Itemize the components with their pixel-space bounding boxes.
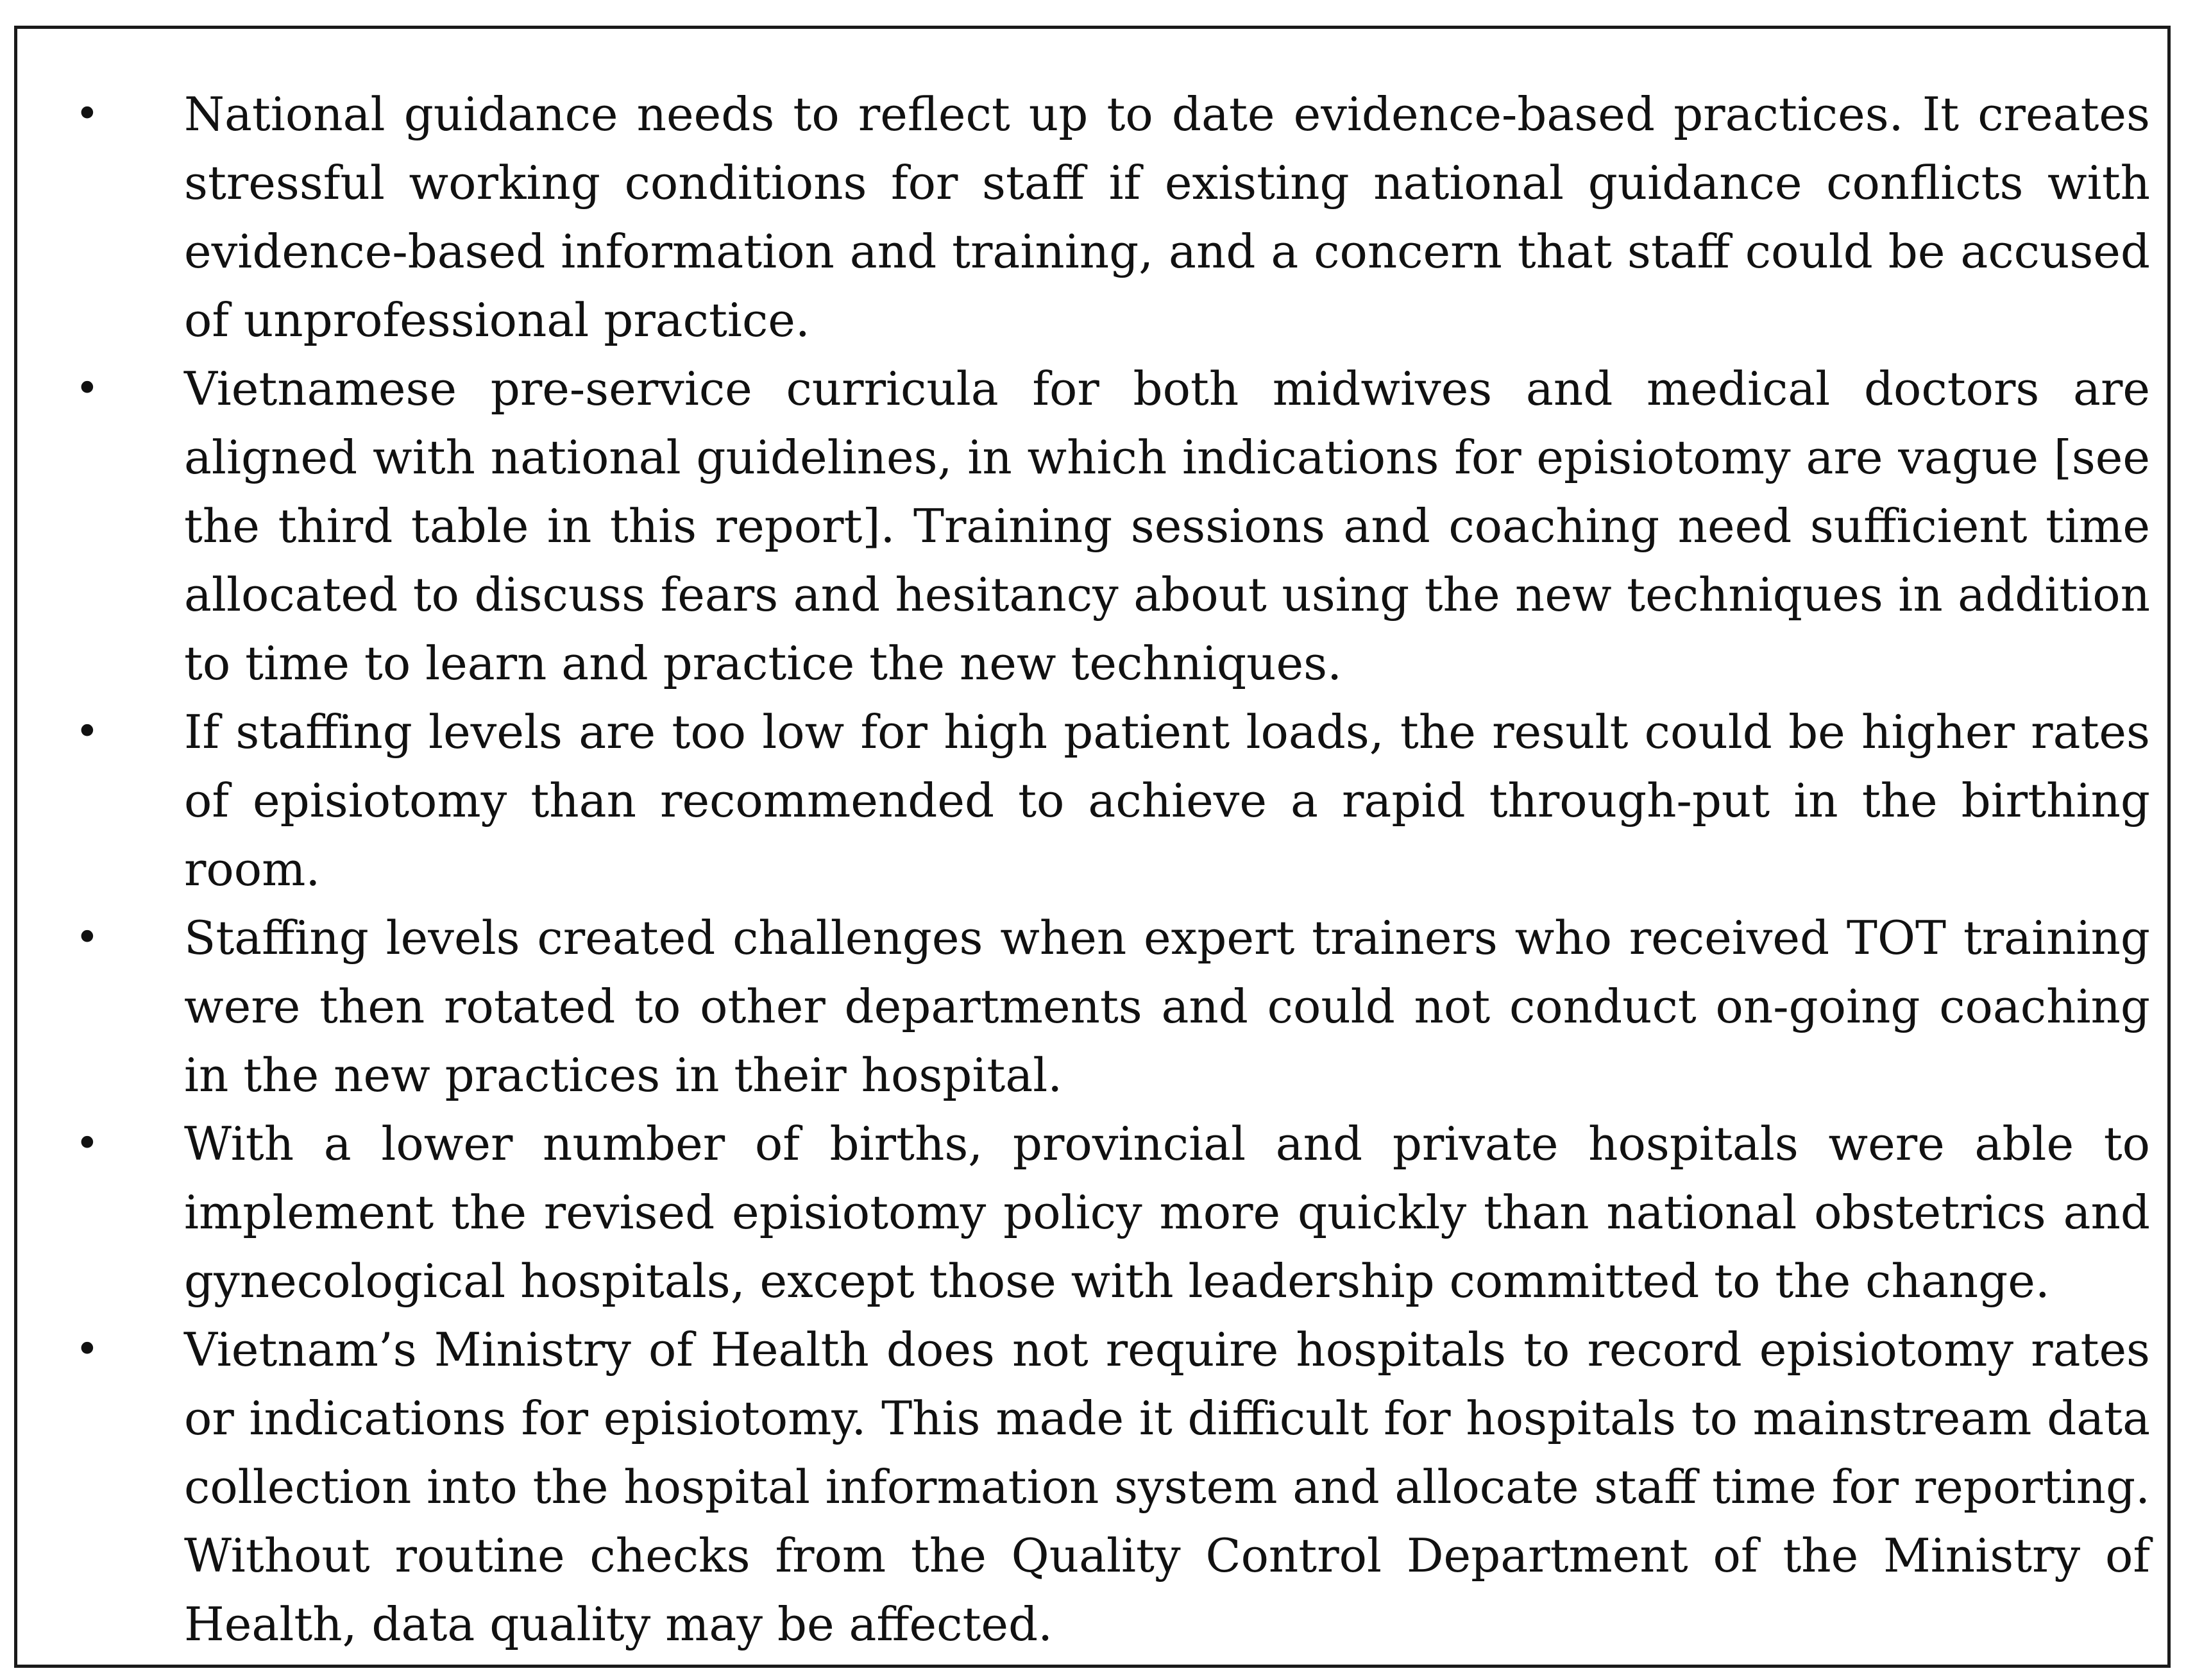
list-item	[75, 1110, 2150, 1316]
bullet-list	[75, 80, 2150, 1659]
list-item	[75, 904, 2150, 1110]
bullet-icon: •	[75, 365, 99, 412]
text-box-border	[14, 26, 2171, 1668]
list-item	[75, 80, 2150, 355]
list-item	[75, 698, 2150, 904]
list-item-text: Vietnam’s Ministry of Health does not require hospitals to record episiotomy rates or indications for episiotomy. This made it difficult for hospitals to mainstream data collection into the hospital information system and allocate staff time for reporting. Without routine checks from the Quality Control Department of the Ministry of Health, data quality may be affected.	[184, 1323, 2150, 1651]
bullet-icon: •	[75, 708, 99, 756]
list-item-text: Vietnamese pre-service curricula for both midwives and medical doctors are aligned with national guidelines, in which indications for episiotomy are vague [see the third table in this report]. Training sessions and coaching need sufficient time allocated to discuss fears and hesitancy about using the new techniques in addition to time to learn and practice the new techniques.	[184, 362, 2150, 690]
list-item-text: If staffing levels are too low for high patient loads, the result could be higher rates of episiotomy than recommended to achieve a rapid through-put in the birthing room.	[184, 705, 2150, 896]
list-item-text: Staffing levels created challenges when expert trainers who received TOT training were then rotated to other departments and could not conduct on-going coaching in the new practices in their hospital.	[184, 911, 2150, 1102]
list-item	[75, 1316, 2150, 1659]
bullet-icon: •	[75, 1326, 99, 1373]
bullet-icon: •	[75, 1120, 99, 1167]
list-item	[75, 355, 2150, 698]
list-item-text: With a lower number of births, provincial and private hospitals were able to implement the revised episiotomy policy more quickly than national obstetrics and gynecological hospitals, except those with leadership committed to the change.	[184, 1117, 2150, 1308]
bullet-icon: •	[75, 914, 99, 962]
bullet-icon: •	[75, 90, 99, 138]
list-item-text: National guidance needs to reflect up to date evidence-based practices. It creates stressful working conditions for staff if existing national guidance conflicts with evidence-based information and training, and a concern that staff could be accused of unprofessional practice.	[184, 87, 2150, 347]
